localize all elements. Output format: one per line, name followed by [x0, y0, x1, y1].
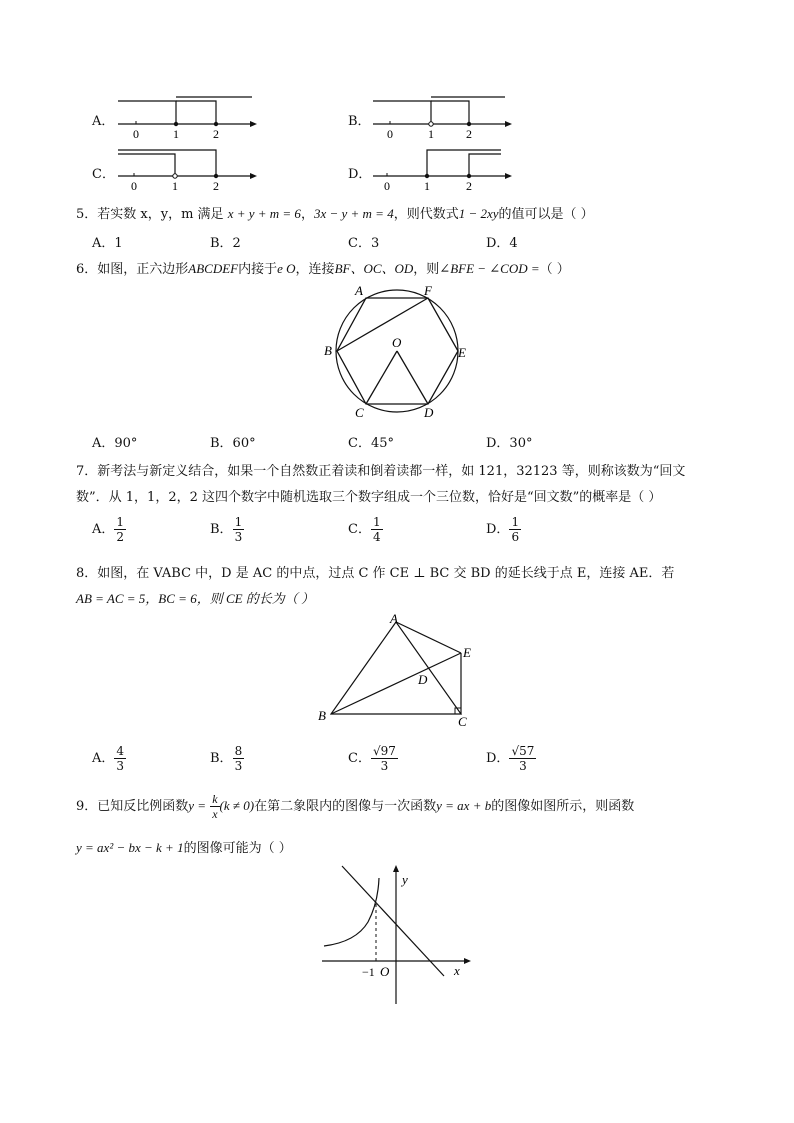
q4a-tick-2: 2: [213, 127, 219, 140]
q9-linear: y = ax + b: [436, 798, 492, 813]
q9-quadratic: y = ax² − bx − k + 1: [76, 840, 184, 855]
q9-stem-line-1: [76, 792, 634, 821]
q7-option-c[interactable]: [348, 515, 383, 544]
q5-text-c: 的值可以是（ ）: [498, 207, 594, 222]
q9-line2-post: 的图像可能为（ ）: [183, 841, 292, 856]
q9-frac-den: x: [212, 807, 218, 821]
q8-option-c-label: C．: [348, 751, 371, 766]
q7-option-a-label: A．: [92, 522, 115, 537]
q4-option-d-label[interactable]: D．: [348, 167, 372, 182]
q4-option-a-label[interactable]: A．: [92, 114, 115, 129]
q7-c-den: 4: [372, 530, 381, 544]
q9-stem-line-2: [76, 837, 292, 856]
q9-linear-line: [342, 866, 444, 976]
q7-c-num: 1: [372, 515, 381, 529]
q8-label-a: A: [390, 612, 398, 626]
q5-text-b: ，则代数式: [393, 207, 459, 222]
q9-label-tick: −1: [362, 965, 375, 979]
q4b-tick-1: 1: [428, 127, 434, 140]
q7-option-d[interactable]: [486, 515, 521, 544]
q8-option-d-label: D．: [486, 751, 510, 766]
q9-cond: (k ≠ 0): [219, 798, 255, 813]
q5-option-c[interactable]: C．3: [348, 236, 380, 251]
q6-label-b: B: [324, 343, 332, 358]
q4b-tick-0: 0: [387, 127, 393, 140]
q4d-tick-1: 1: [424, 179, 430, 193]
q7-d-num: 1: [511, 515, 520, 529]
q4d-tick-0: 0: [384, 179, 390, 193]
q4a-tick-1: 1: [173, 127, 179, 140]
q6-label-d: D: [424, 405, 434, 420]
q4-number-line-b: [365, 92, 515, 140]
q6-text4: ，则: [413, 262, 440, 277]
q5-option-d[interactable]: D．4: [486, 236, 518, 251]
q8-triangle-figure: [312, 612, 482, 732]
q8-option-d[interactable]: [486, 744, 536, 773]
q9-label-x: x: [454, 963, 460, 978]
q8-option-c[interactable]: [348, 744, 398, 773]
q9-hyperbola-curve: [324, 878, 379, 946]
q9-pre: 9．已知反比例函数: [76, 799, 189, 814]
q4c-tick-1: 1: [172, 179, 178, 193]
q5-stem: [76, 203, 594, 222]
q6-segment-bf: [337, 298, 428, 351]
q4-option-b-label[interactable]: B．: [348, 114, 371, 129]
q6-stem: [76, 258, 570, 277]
q6-text2: 内接于: [238, 262, 278, 277]
q6-segment-od: [397, 351, 428, 404]
q4c-tick-2: 2: [213, 179, 219, 193]
q4d-tick-2: 2: [466, 179, 472, 193]
q5-option-b[interactable]: B．2: [210, 236, 241, 251]
q6-angle: ∠BFE − ∠COD =: [439, 261, 540, 276]
q8-segment-be: [331, 653, 461, 714]
q6-option-d[interactable]: D．30°: [486, 436, 533, 451]
q6-segment-oc: [366, 351, 397, 404]
q7-option-d-label: D．: [486, 522, 510, 537]
q4a-tick-0: 0: [133, 127, 139, 140]
q5-eq2: 3x − y + m = 4: [313, 206, 394, 221]
q4b-tick-2: 2: [466, 127, 472, 140]
q8-triangle-abc: [331, 622, 461, 714]
q6-option-b[interactable]: B．60°: [210, 436, 256, 451]
q8-option-b-label: B．: [210, 751, 233, 766]
q5-option-a[interactable]: A．1: [92, 236, 123, 251]
q8-segment-ae: [396, 622, 461, 653]
q8-b-num: 8: [234, 744, 243, 758]
q8-d-num: √57: [511, 744, 535, 758]
q7-option-b[interactable]: [210, 515, 244, 544]
q9-frac-num: k: [212, 792, 218, 806]
q6-label-a: A: [355, 283, 363, 298]
q7-option-b-label: B．: [210, 522, 233, 537]
q6-option-c[interactable]: C．45°: [348, 436, 394, 451]
q7-a-num: 1: [116, 515, 125, 529]
q8-line-2: AB = AC = 5，BC = 6，则 CE 的长为（ ）: [76, 591, 315, 606]
q6-hex: ABCDEF: [188, 261, 239, 276]
q8-line-1: 8．如图，在 VABC 中，D 是 AC 的中点，过点 C 作 CE ⊥ BC 交 BD 的延长线于点 E，连接 AE．若: [76, 566, 675, 581]
q8-d-den: 3: [519, 759, 527, 773]
q8-label-b: B: [318, 708, 326, 723]
q4-option-c-label[interactable]: C．: [92, 167, 115, 182]
q9-y-eq: y =: [188, 798, 207, 813]
q9-label-origin: O: [380, 964, 390, 979]
q6-text5: （ ）: [539, 262, 570, 277]
q4-number-line-d: [365, 145, 515, 193]
q8-label-e: E: [463, 645, 471, 660]
q6-segs: BF、OC、OD: [334, 261, 414, 276]
q8-label-c: C: [458, 714, 467, 729]
q8-c-den: 3: [380, 759, 389, 773]
q9-post: 的图像如图所示，则函数: [491, 799, 635, 814]
q5-sep: ，: [300, 207, 314, 222]
q9-graph-figure: [316, 858, 476, 1008]
q6-circle: e O: [277, 261, 296, 276]
q6-label-f: F: [424, 283, 432, 298]
q8-option-a-label: A．: [92, 751, 115, 766]
q7-line-2: 数”．从 1，1，2，2 这四个数字中随机选取三个数字组成一个三位数，恰好是“回文数”的概率是（ ）: [76, 490, 662, 505]
q6-label-o: O: [392, 335, 402, 350]
q9-label-y: y: [402, 872, 408, 887]
q8-c-num: √97: [372, 744, 396, 758]
q7-line-1: 7．新考法与新定义结合，如果一个自然数正着读和倒着读都一样，如 121，32123 等，则称该数为“回文: [76, 464, 686, 479]
q7-b-num: 1: [234, 515, 243, 529]
q8-b-den: 3: [234, 759, 243, 773]
q8-label-d: D: [418, 672, 428, 687]
q6-text: 6．如图，正六边形: [76, 262, 189, 277]
q5-text-a: 5．若实数 x，y，m 满足: [76, 207, 224, 222]
q9-mid: 在第二象限内的图像与一次函数: [254, 799, 437, 814]
q7-b-den: 3: [234, 530, 243, 544]
q5-expr: 1 − 2xy: [458, 206, 499, 221]
q4c-tick-0: 0: [131, 179, 137, 193]
q4-number-line-c: [110, 145, 260, 193]
q8-option-b[interactable]: [210, 744, 244, 773]
q8-a-num: 4: [116, 744, 125, 758]
q4-number-line-a: [110, 92, 260, 140]
q8-a-den: 3: [116, 759, 125, 773]
q6-text3: ，连接: [295, 262, 335, 277]
q7-option-a[interactable]: [92, 515, 126, 544]
q5-eq1: x + y + m = 6: [227, 206, 301, 221]
q7-option-c-label: C．: [348, 522, 371, 537]
q6-label-e: E: [458, 345, 466, 360]
q6-hexagon-figure: [318, 282, 478, 422]
q6-option-a[interactable]: A．90°: [92, 436, 138, 451]
q8-option-a[interactable]: [92, 744, 126, 773]
q7-a-den: 2: [116, 530, 125, 544]
q6-label-c: C: [355, 405, 364, 420]
q7-d-den: 6: [511, 530, 520, 544]
